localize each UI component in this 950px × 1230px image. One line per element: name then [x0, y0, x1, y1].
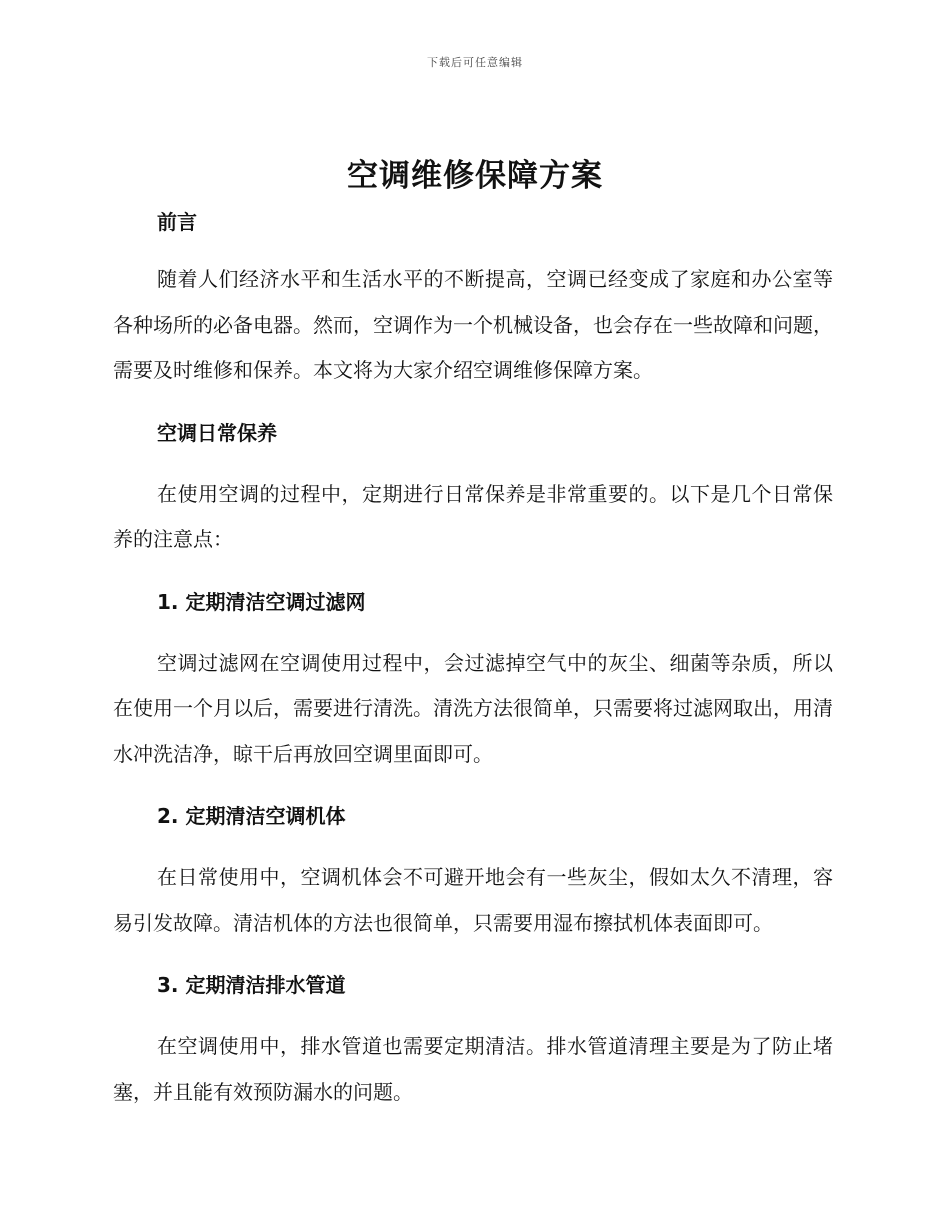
header-note: 下载后可任意编辑 — [427, 56, 523, 69]
section-heading-filter-cleaning: 1. 定期清洁空调过滤网 — [157, 589, 366, 614]
section-heading-daily-maintenance: 空调日常保养 — [157, 420, 277, 445]
section-paragraph-filter-cleaning: 空调过滤网在空调使用过程中，会过滤掉空气中的灰尘、细菌等杂质，所以在使用一个月以后，需要进行清洗。清洗方法很简单，只需要将过滤网取出，用清水冲洗洁净，晾干后再放回空调里面即可。 — [113, 650, 833, 766]
section-paragraph-preface: 随着人们经济水平和生活水平的不断提高，空调已经变成了家庭和办公室等各种场所的必备电器。然而，空调作为一个机械设备，也会存在一些故障和问题，需要及时维修和保养。本文将为大家介绍空调维修保障方案。 — [113, 267, 833, 382]
section-heading-drain-cleaning: 3. 定期清洁排水管道 — [157, 973, 346, 997]
section-paragraph-daily-maintenance: 在使用空调的过程中，定期进行日常保养是非常重要的。以下是几个日常保养的注意点： — [113, 481, 833, 551]
section-heading-body-cleaning: 2. 定期清洁空调机体 — [157, 804, 346, 828]
document-body — [113, 205, 833, 1115]
section-paragraph-body-cleaning: 在日常使用中，空调机体会不可避开地会有一些灰尘，假如太久不清理，容易引发故障。清洁机体的方法也很简单，只需要用湿布擦拭机体表面即可。 — [113, 865, 833, 935]
document-title: 空调维修保障方案 — [347, 158, 603, 194]
section-paragraph-drain-cleaning: 在空调使用中，排水管道也需要定期清洁。排水管道清理主要是为了防止堵塞，并且能有效预防漏水的问题。 — [113, 1034, 833, 1104]
section-heading-preface: 前言 — [157, 210, 197, 234]
